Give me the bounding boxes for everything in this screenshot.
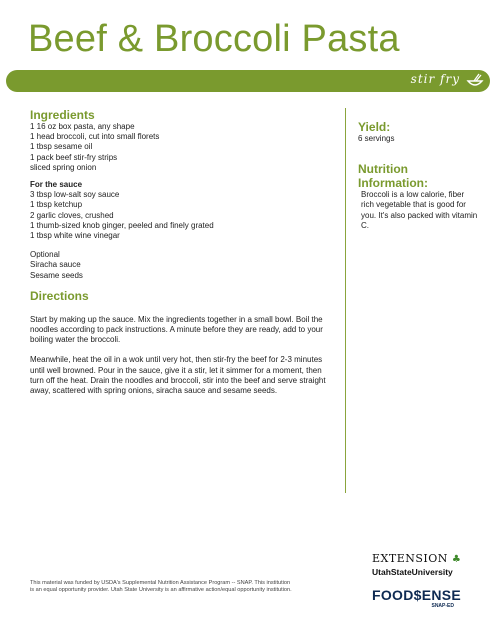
bowl-chopsticks-icon xyxy=(466,72,484,90)
sauce-heading: For the sauce xyxy=(30,180,83,190)
extension-logo-text: EXTENSION xyxy=(372,552,448,565)
ingredient-item: 1 pack beef stir-fry strips xyxy=(30,152,118,162)
sauce-item: 1 tbsp white wine vinegar xyxy=(30,231,120,241)
sauce-item: 1 tbsp ketchup xyxy=(30,200,83,210)
left-column xyxy=(30,108,330,396)
ingredient-item: 1 tbsp sesame oil xyxy=(30,142,93,152)
snap-ed-label: SNAP-ED xyxy=(431,603,454,609)
usu-logo: UtahStateUniversity xyxy=(372,567,453,577)
ingredient-item: 1 head broccoli, cut into small florets xyxy=(30,132,160,142)
optional-item: Sesame seeds xyxy=(30,270,83,280)
logo-block xyxy=(372,552,482,609)
foodsense-logo: FOOD$ENSE xyxy=(372,587,462,603)
column-divider xyxy=(345,108,346,493)
yield-heading: Yield: xyxy=(358,120,391,134)
sauce-item: 2 garlic cloves, crushed xyxy=(30,210,114,220)
footer-line: is an equal opportunity provider. Utah State University is an affirmative action/equal opportunity institution. xyxy=(30,587,292,594)
sauce-item: 1 thumb-sized knob ginger, peeled and finely grated xyxy=(30,220,214,230)
title-banner xyxy=(6,70,490,92)
ingredient-item: 1 16 oz box pasta, any shape xyxy=(30,122,135,131)
page-title: Beef & Broccoli Pasta xyxy=(28,18,400,60)
nutrition-heading-line1: Nutrition xyxy=(358,162,408,177)
yield-value: 6 servings xyxy=(358,134,395,143)
banner-tag: stir fry xyxy=(410,72,460,86)
funding-footer xyxy=(30,580,350,595)
ingredient-item: sliced spring onion xyxy=(30,162,97,172)
directions-heading: Directions xyxy=(30,288,89,303)
extension-logo xyxy=(372,552,482,565)
ingredients-heading: Ingredients xyxy=(30,108,95,122)
nutrition-heading-line2: Information: xyxy=(358,176,428,191)
sauce-item: 3 tbsp low-salt soy sauce xyxy=(30,190,120,200)
right-column xyxy=(358,120,478,231)
optional-item: Siracha sauce xyxy=(30,260,81,270)
footer-line: This material was funded by USDA's Supplemental Nutrition Assistance Program -- SNAP. This institution xyxy=(30,580,291,586)
nutrition-text: Broccoli is a low calorie, fiber rich vegetable that is good for you. It's also packed with vitamin C. xyxy=(361,190,478,230)
optional-heading: Optional xyxy=(30,250,60,260)
directions-paragraph: Start by making up the sauce. Mix the ingredients together in a small bowl. Boil the noodles according to pack instructions. A minute before they are ready, add to your boiling water the broccoli. xyxy=(30,314,323,345)
directions-paragraph: Meanwhile, heat the oil in a wok until very hot, then stir-fry the beef for 2-3 minutes until well browned. Pour in the sauce, give it a stir, let it simmer for a moment, then turn off the heat. Drain the noodles and broccoli, stir into the beef and serve straight away, scattered with spring onions, siracha sauce and sesame seeds. xyxy=(30,355,326,396)
clover-icon: ♣ xyxy=(451,554,462,565)
